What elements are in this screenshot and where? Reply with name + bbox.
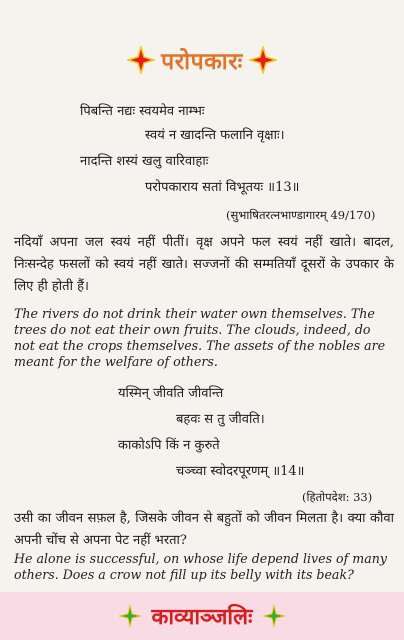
- star-icon: [127, 46, 155, 74]
- footer-title: काव्याञ्जलिः: [151, 605, 253, 630]
- page-title: परोपकारः: [161, 49, 243, 75]
- verse-2-line-1: यस्मिन् जीवति जीवन्ति: [118, 386, 224, 401]
- english-translation-2: He alone is successful, on whose life depend lives of many others. Does a crow not fill up its belly with its beak?: [14, 551, 387, 582]
- verse-2-source: (हितोपदेश: 33): [302, 490, 373, 504]
- verse-2-line-4: चञ्च्वा स्वोदरपूरणम् ॥14॥: [176, 464, 305, 479]
- verse-2-line-3: काकोऽपि किं न कुरुते: [118, 438, 220, 453]
- footer-banner: [0, 592, 404, 640]
- verse-1-line-1: पिबन्ति नद्यः स्वयमेव नाम्भः: [80, 104, 205, 119]
- verse-1-line-4: परोपकाराय सतां विभूतयः ॥13॥: [145, 180, 300, 195]
- hindi-translation-1: नदियाँ अपना जल स्वयं नहीं पीतीं। वृक्ष अपने फल स्वयं नहीं खाते। बादल, निःसन्देह फसलों को स्वयं नहीं खाते। सज्जनों की सम्मतियाँ दूसरों के उपकार के लिए ही होती हैं।: [14, 235, 394, 294]
- title-row: [0, 44, 404, 76]
- star-icon: [249, 46, 277, 74]
- verse-2-line-2: बहवः स तु जीवति।: [176, 412, 265, 427]
- verse-1-line-3: नादन्ति शस्यं खलु वारिवाहाः: [80, 154, 209, 169]
- verse-1-line-2: स्वयं न खादन्ति फलानि वृक्षाः।: [145, 128, 285, 143]
- hindi-translation-2: उसी का जीवन सफ़ल है, जिसके जीवन से बहुतों को जीवन मिलता है। क्या कौवा अपनी चोंच से अपना पेट नहीं भरता?: [14, 511, 394, 548]
- sparkle-icon: [118, 604, 142, 628]
- sparkle-icon: [262, 604, 286, 628]
- verse-1-source: (सुभाषितरत्नभाण्डागारम् 49/170): [226, 208, 376, 222]
- english-translation-1: The rivers do not drink their water own themselves. The trees do not eat their own fruits. The clouds, indeed, do not eat the crops themselves. The assets of the nobles are meant for the welfare of others.: [14, 306, 386, 369]
